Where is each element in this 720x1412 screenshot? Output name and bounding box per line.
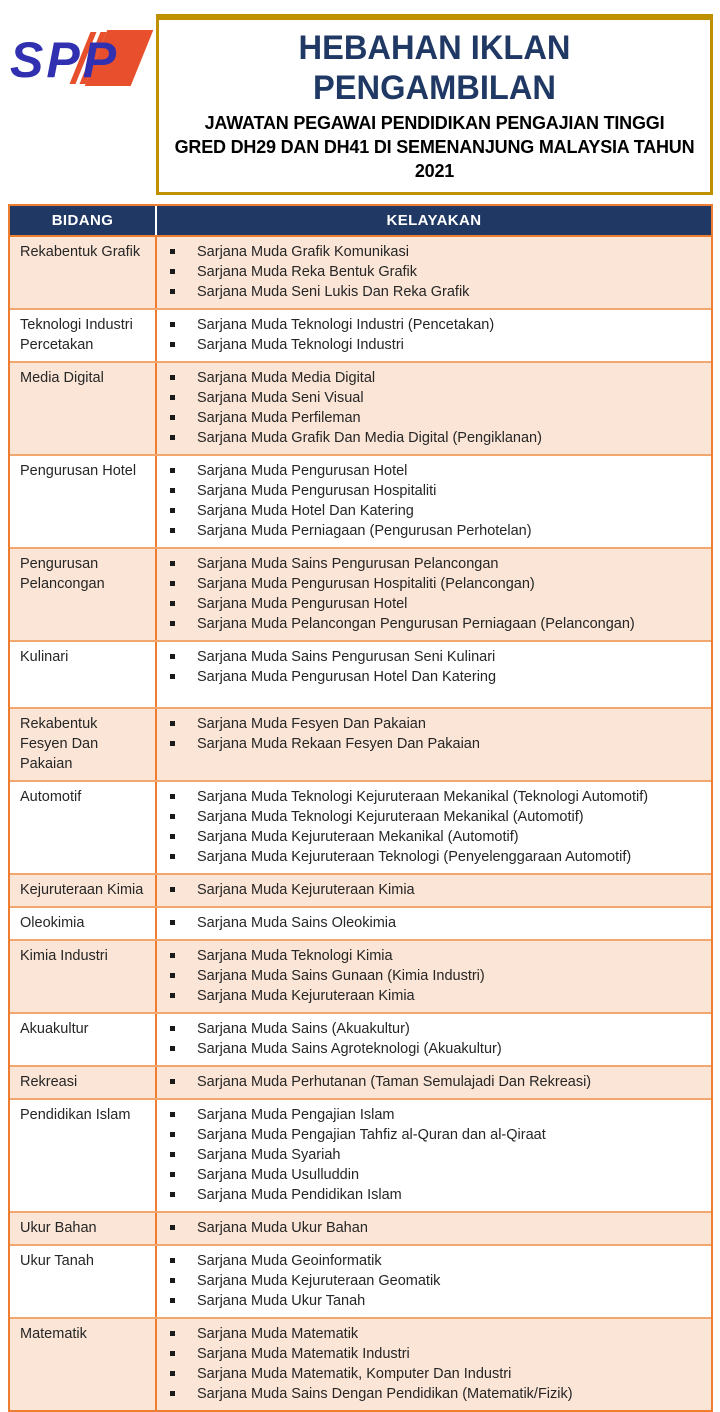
- square-bullet-icon: [170, 1278, 175, 1283]
- kelayakan-item: [170, 1039, 703, 1059]
- kelayakan-text: Sarjana Muda Pengajian Islam: [197, 1107, 395, 1123]
- bidang-cell: [10, 1319, 157, 1410]
- kelayakan-list: [157, 456, 711, 547]
- kelayakan-text: Sarjana Muda Kejuruteraan Geomatik: [197, 1273, 441, 1289]
- square-bullet-icon: [170, 1371, 175, 1376]
- square-bullet-icon: [170, 488, 175, 493]
- table-row: [10, 873, 711, 906]
- kelayakan-item: [170, 880, 703, 900]
- square-bullet-icon: [170, 528, 175, 533]
- kelayakan-text: Sarjana Muda Sains Gunaan (Kimia Industri): [197, 968, 485, 984]
- bidang-cell: [10, 782, 157, 873]
- kelayakan-text: Sarjana Muda Matematik: [197, 1326, 359, 1342]
- square-bullet-icon: [170, 834, 175, 839]
- kelayakan-item: [170, 554, 703, 574]
- kelayakan-text: Sarjana Muda Sains Pengurusan Pelancongan: [197, 556, 499, 572]
- kelayakan-text: Sarjana Muda Syariah: [197, 1147, 341, 1163]
- kelayakan-item: [170, 521, 703, 541]
- qualification-table: [8, 204, 713, 1412]
- kelayakan-item: [170, 714, 703, 734]
- bidang-label: Pengurusan Pelancongan: [20, 556, 105, 592]
- table-header-row: [10, 206, 711, 237]
- square-bullet-icon: [170, 1132, 175, 1137]
- square-bullet-icon: [170, 1351, 175, 1356]
- page-title: HEBAHAN IKLAN PENGAMBILAN: [298, 29, 571, 107]
- square-bullet-icon: [170, 1112, 175, 1117]
- square-bullet-icon: [170, 249, 175, 254]
- square-bullet-icon: [170, 601, 175, 606]
- kelayakan-text: Sarjana Muda Ukur Tanah: [197, 1293, 366, 1309]
- square-bullet-icon: [170, 741, 175, 746]
- square-bullet-icon: [170, 1298, 175, 1303]
- kelayakan-item: [170, 946, 703, 966]
- bidang-cell: [10, 1100, 157, 1211]
- square-bullet-icon: [170, 1258, 175, 1263]
- kelayakan-item: [170, 1384, 703, 1404]
- kelayakan-item: [170, 1185, 703, 1205]
- kelayakan-text: Sarjana Muda Seni Visual: [197, 390, 364, 406]
- kelayakan-item: [170, 614, 703, 634]
- kelayakan-list: [157, 1213, 711, 1244]
- bidang-cell: [10, 237, 157, 308]
- table-row: [10, 640, 711, 707]
- square-bullet-icon: [170, 887, 175, 892]
- subtitle-line: GRED DH29 DAN DH41 DI SEMENANJUNG MALAYSIA TAHUN: [174, 137, 695, 157]
- kelayakan-text: Sarjana Muda Sains Agroteknologi (Akuakultur): [197, 1041, 502, 1057]
- square-bullet-icon: [170, 581, 175, 586]
- square-bullet-icon: [170, 1391, 175, 1396]
- bidang-cell: [10, 1067, 157, 1098]
- bidang-cell: [10, 310, 157, 361]
- square-bullet-icon: [170, 1192, 175, 1197]
- logo-text: SPP: [10, 32, 120, 88]
- kelayakan-cell: [157, 1213, 711, 1244]
- square-bullet-icon: [170, 721, 175, 726]
- kelayakan-cell: [157, 642, 711, 707]
- bidang-cell: [10, 363, 157, 454]
- square-bullet-icon: [170, 674, 175, 679]
- kelayakan-text: Sarjana Muda Pengurusan Hotel: [197, 596, 408, 612]
- spp-logo: [8, 24, 146, 100]
- kelayakan-cell: [157, 782, 711, 873]
- kelayakan-item: [170, 667, 703, 687]
- bidang-label: Kejuruteraan Kimia: [20, 882, 144, 898]
- bidang-label: Kimia Industri: [20, 948, 108, 964]
- kelayakan-text: Sarjana Muda Teknologi Industri (Pencetakan): [197, 317, 495, 333]
- kelayakan-list: [157, 908, 711, 939]
- bidang-cell: [10, 908, 157, 939]
- kelayakan-cell: [157, 310, 711, 361]
- kelayakan-item: [170, 966, 703, 986]
- kelayakan-cell: [157, 709, 711, 780]
- kelayakan-item: [170, 574, 703, 594]
- table-body: [10, 237, 711, 1410]
- square-bullet-icon: [170, 920, 175, 925]
- kelayakan-text: Sarjana Muda Perniagaan (Pengurusan Perhotelan): [197, 523, 532, 539]
- kelayakan-cell: [157, 237, 711, 308]
- kelayakan-text: Sarjana Muda Pengurusan Hotel Dan Katering: [197, 669, 497, 685]
- kelayakan-item: [170, 1105, 703, 1125]
- kelayakan-item: [170, 408, 703, 428]
- kelayakan-item: [170, 1165, 703, 1185]
- kelayakan-item: [170, 986, 703, 1006]
- square-bullet-icon: [170, 1331, 175, 1336]
- square-bullet-icon: [170, 468, 175, 473]
- square-bullet-icon: [170, 1079, 175, 1084]
- kelayakan-text: Sarjana Muda Pelancongan Pengurusan Perniagaan (Pelancongan): [197, 616, 635, 632]
- bidang-cell: [10, 549, 157, 640]
- square-bullet-icon: [170, 322, 175, 327]
- square-bullet-icon: [170, 654, 175, 659]
- bidang-cell: [10, 1213, 157, 1244]
- kelayakan-item: [170, 594, 703, 614]
- kelayakan-text: Sarjana Muda Sains Pengurusan Seni Kulinari: [197, 649, 496, 665]
- kelayakan-text: Sarjana Muda Kejuruteraan Teknologi (Penyelenggaraan Automotif): [197, 849, 632, 865]
- square-bullet-icon: [170, 814, 175, 819]
- kelayakan-item: [170, 1291, 703, 1311]
- kelayakan-text: Sarjana Muda Seni Lukis Dan Reka Grafik: [197, 284, 470, 300]
- table-row: [10, 547, 711, 640]
- kelayakan-text: Sarjana Muda Pengurusan Hospitaliti: [197, 483, 437, 499]
- kelayakan-cell: [157, 1100, 711, 1211]
- kelayakan-item: [170, 1324, 703, 1344]
- table-row: [10, 939, 711, 1012]
- table-row: [10, 237, 711, 308]
- kelayakan-list: [157, 1246, 711, 1317]
- table-row: [10, 906, 711, 939]
- table-row: [10, 1317, 711, 1410]
- table-row: [10, 1065, 711, 1098]
- table-row: [10, 780, 711, 873]
- bidang-label: Matematik: [20, 1326, 87, 1342]
- square-bullet-icon: [170, 1172, 175, 1177]
- kelayakan-list: [157, 237, 711, 308]
- square-bullet-icon: [170, 508, 175, 513]
- kelayakan-item: [170, 335, 703, 355]
- kelayakan-item: [170, 282, 703, 302]
- kelayakan-text: Sarjana Muda Sains Dengan Pendidikan (Matematik/Fizik): [197, 1386, 573, 1402]
- bidang-label: Kulinari: [20, 649, 69, 665]
- kelayakan-item: [170, 1364, 703, 1384]
- kelayakan-text: Sarjana Muda Grafik Komunikasi: [197, 244, 409, 260]
- bidang-cell: [10, 941, 157, 1012]
- bidang-label: Pendidikan Islam: [20, 1107, 131, 1123]
- table-row: [10, 1244, 711, 1317]
- kelayakan-list: [157, 941, 711, 1012]
- square-bullet-icon: [170, 435, 175, 440]
- page-header: [8, 14, 713, 195]
- column-header-kelayakan: KELAYAKAN: [386, 212, 482, 229]
- bidang-cell: [10, 456, 157, 547]
- table-row: [10, 361, 711, 454]
- kelayakan-item: [170, 242, 703, 262]
- kelayakan-item: [170, 1125, 703, 1145]
- kelayakan-item: [170, 827, 703, 847]
- kelayakan-text: Sarjana Muda Kejuruteraan Mekanikal (Automotif): [197, 829, 519, 845]
- square-bullet-icon: [170, 561, 175, 566]
- kelayakan-item: [170, 368, 703, 388]
- kelayakan-text: Sarjana Muda Hotel Dan Katering: [197, 503, 414, 519]
- title-box: [156, 14, 713, 195]
- square-bullet-icon: [170, 1026, 175, 1031]
- kelayakan-item: [170, 913, 703, 933]
- kelayakan-cell: [157, 1067, 711, 1098]
- kelayakan-item: [170, 1019, 703, 1039]
- subtitle-line: 2021: [414, 161, 455, 181]
- kelayakan-text: Sarjana Muda Sains Oleokimia: [197, 915, 397, 931]
- table-row: [10, 1012, 711, 1065]
- kelayakan-item: [170, 428, 703, 448]
- bidang-label: Teknologi Industri Percetakan: [20, 317, 133, 353]
- kelayakan-item: [170, 1271, 703, 1291]
- kelayakan-item: [170, 734, 703, 754]
- bidang-label: Oleokimia: [20, 915, 85, 931]
- kelayakan-cell: [157, 1319, 711, 1410]
- kelayakan-cell: [157, 549, 711, 640]
- kelayakan-list: [157, 642, 711, 693]
- square-bullet-icon: [170, 1046, 175, 1051]
- kelayakan-item: [170, 647, 703, 667]
- kelayakan-item: [170, 262, 703, 282]
- kelayakan-text: Sarjana Muda Teknologi Kejuruteraan Mekanikal (Automotif): [197, 809, 584, 825]
- kelayakan-text: Sarjana Muda Perfileman: [197, 410, 361, 426]
- square-bullet-icon: [170, 973, 175, 978]
- kelayakan-item: [170, 501, 703, 521]
- square-bullet-icon: [170, 621, 175, 626]
- kelayakan-item: [170, 1251, 703, 1271]
- kelayakan-item: [170, 1344, 703, 1364]
- kelayakan-list: [157, 363, 711, 454]
- subtitle-line: JAWATAN PEGAWAI PENDIDIKAN PENGAJIAN TINGGI: [204, 113, 665, 133]
- bidang-cell: [10, 875, 157, 906]
- bidang-cell: [10, 709, 157, 780]
- kelayakan-cell: [157, 456, 711, 547]
- table-row: [10, 1098, 711, 1211]
- kelayakan-list: [157, 709, 711, 760]
- kelayakan-item: [170, 1218, 703, 1238]
- kelayakan-text: Sarjana Muda Sains (Akuakultur): [197, 1021, 410, 1037]
- kelayakan-list: [157, 1319, 711, 1410]
- kelayakan-item: [170, 315, 703, 335]
- kelayakan-text: Sarjana Muda Ukur Bahan: [197, 1220, 368, 1236]
- square-bullet-icon: [170, 953, 175, 958]
- square-bullet-icon: [170, 269, 175, 274]
- kelayakan-list: [157, 875, 711, 906]
- kelayakan-text: Sarjana Muda Pengurusan Hotel: [197, 463, 408, 479]
- column-header-bidang: BIDANG: [10, 206, 157, 235]
- table-row: [10, 707, 711, 780]
- kelayakan-text: Sarjana Muda Matematik Industri: [197, 1346, 410, 1362]
- bidang-label: Pengurusan Hotel: [20, 463, 137, 479]
- kelayakan-text: Sarjana Muda Perhutanan (Taman Semulajadi Dan Rekreasi): [197, 1074, 592, 1090]
- square-bullet-icon: [170, 342, 175, 347]
- kelayakan-item: [170, 847, 703, 867]
- kelayakan-cell: [157, 1014, 711, 1065]
- kelayakan-text: Sarjana Muda Kejuruteraan Kimia: [197, 988, 415, 1004]
- kelayakan-list: [157, 782, 711, 873]
- square-bullet-icon: [170, 1225, 175, 1230]
- bidang-cell: [10, 1014, 157, 1065]
- kelayakan-item: [170, 787, 703, 807]
- square-bullet-icon: [170, 1152, 175, 1157]
- kelayakan-item: [170, 807, 703, 827]
- kelayakan-list: [157, 1100, 711, 1211]
- kelayakan-cell: [157, 941, 711, 1012]
- kelayakan-item: [170, 1072, 703, 1092]
- kelayakan-text: Sarjana Muda Usulluddin: [197, 1167, 360, 1183]
- table-row: [10, 1211, 711, 1244]
- kelayakan-text: Sarjana Muda Reka Bentuk Grafik: [197, 264, 418, 280]
- page-subtitle: [165, 111, 704, 183]
- kelayakan-text: Sarjana Muda Pengajian Tahfiz al-Quran dan al-Qiraat: [197, 1127, 546, 1143]
- kelayakan-text: Sarjana Muda Teknologi Industri: [197, 337, 404, 353]
- kelayakan-text: Sarjana Muda Teknologi Kimia: [197, 948, 393, 964]
- square-bullet-icon: [170, 415, 175, 420]
- table-row: [10, 454, 711, 547]
- kelayakan-cell: [157, 1246, 711, 1317]
- table-row: [10, 308, 711, 361]
- kelayakan-cell: [157, 875, 711, 906]
- bidang-label: Rekabentuk Grafik: [20, 244, 141, 260]
- square-bullet-icon: [170, 375, 175, 380]
- square-bullet-icon: [170, 854, 175, 859]
- bidang-label: Akuakultur: [20, 1021, 89, 1037]
- square-bullet-icon: [170, 794, 175, 799]
- bidang-cell: [10, 1246, 157, 1317]
- kelayakan-text: Sarjana Muda Pendidikan Islam: [197, 1187, 402, 1203]
- bidang-label: Rekreasi: [20, 1074, 78, 1090]
- kelayakan-item: [170, 481, 703, 501]
- kelayakan-text: Sarjana Muda Rekaan Fesyen Dan Pakaian: [197, 736, 480, 752]
- square-bullet-icon: [170, 289, 175, 294]
- bidang-label: Rekabentuk Fesyen Dan Pakaian: [20, 716, 99, 772]
- square-bullet-icon: [170, 395, 175, 400]
- bidang-label: Ukur Bahan: [20, 1220, 97, 1236]
- kelayakan-list: [157, 1067, 711, 1098]
- bidang-label: Media Digital: [20, 370, 104, 386]
- kelayakan-text: Sarjana Muda Fesyen Dan Pakaian: [197, 716, 426, 732]
- kelayakan-text: Sarjana Muda Geoinformatik: [197, 1253, 382, 1269]
- bidang-cell: [10, 642, 157, 707]
- kelayakan-item: [170, 1145, 703, 1165]
- kelayakan-list: [157, 549, 711, 640]
- kelayakan-text: Sarjana Muda Media Digital: [197, 370, 376, 386]
- kelayakan-text: Sarjana Muda Teknologi Kejuruteraan Mekanikal (Teknologi Automotif): [197, 789, 649, 805]
- kelayakan-text: Sarjana Muda Matematik, Komputer Dan Industri: [197, 1366, 512, 1382]
- kelayakan-item: [170, 388, 703, 408]
- kelayakan-list: [157, 310, 711, 361]
- kelayakan-item: [170, 461, 703, 481]
- bidang-label: Ukur Tanah: [20, 1253, 94, 1269]
- kelayakan-cell: [157, 363, 711, 454]
- kelayakan-text: Sarjana Muda Grafik Dan Media Digital (Pengiklanan): [197, 430, 542, 446]
- kelayakan-text: Sarjana Muda Pengurusan Hospitaliti (Pelancongan): [197, 576, 535, 592]
- kelayakan-cell: [157, 908, 711, 939]
- kelayakan-text: Sarjana Muda Kejuruteraan Kimia: [197, 882, 415, 898]
- square-bullet-icon: [170, 993, 175, 998]
- bidang-label: Automotif: [20, 789, 82, 805]
- kelayakan-list: [157, 1014, 711, 1065]
